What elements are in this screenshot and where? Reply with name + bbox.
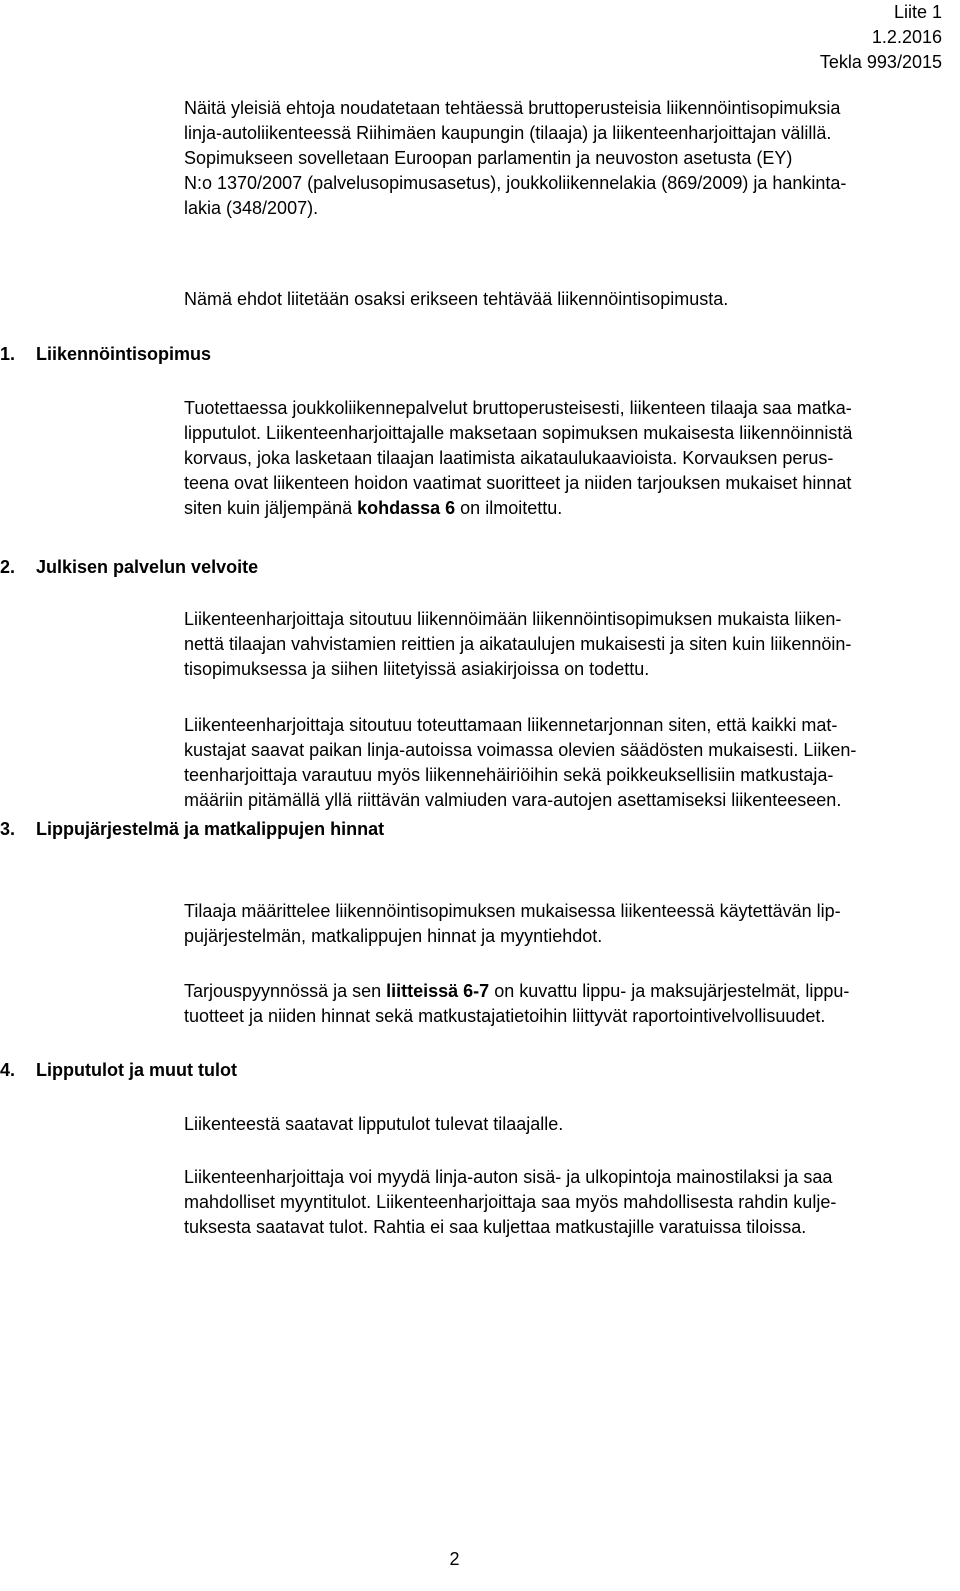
section-title: Julkisen palvelun velvoite [36, 557, 259, 577]
paragraph-line: nettä tilaajan vahvistamien reittien ja aikataulujen mukaisesti ja siten kuin liikennöin- [184, 634, 852, 654]
text-run: on ilmoitettu. [455, 498, 563, 518]
section-number: 1. [0, 344, 16, 364]
bold-reference: liitteissä 6-7 [386, 981, 490, 1001]
paragraph-line: lipputulot. Liikenteenharjoittajalle maksetaan sopimuksen mukaisesta liikennöinnistä [184, 423, 853, 443]
section-title: Lipputulot ja muut tulot [36, 1060, 237, 1080]
paragraph-line: korvaus, joka lasketaan tilaajan laatimista aikataulukaavioista. Korvauksen perus- [184, 448, 834, 468]
intro-line: Näitä yleisiä ehtoja noudatetaan tehtäessä bruttoperusteisia liikennöintisopimuksia [184, 98, 841, 118]
section-3-paragraph-1 [184, 899, 944, 949]
section-4-paragraph-2 [184, 1165, 944, 1240]
paragraph-line: tuksesta saatavat tulot. Rahtia ei saa kuljettaa matkustajille varatuissa tiloissa. [184, 1217, 807, 1237]
section-2-paragraph-2 [184, 713, 944, 813]
text-run: Tarjouspyynnössä ja sen [184, 981, 387, 1001]
paragraph-line: mahdolliset myyntitulot. Liikenteenharjoittaja saa myös mahdollisesta rahdin kulje- [184, 1192, 837, 1212]
attachment-label: Liite 1 [893, 2, 942, 22]
document-header [820, 0, 942, 75]
intro-note [184, 287, 944, 312]
paragraph-line: teena ovat liikenteen hoidon vaatimat suoritteet ja niiden tarjouksen mukaiset hinnat [184, 473, 852, 493]
paragraph-line: Tilaaja määrittelee liikennöintisopimuksen mukaisessa liikenteessä käytettävän lip- [184, 901, 841, 921]
section-title: Lippujärjestelmä ja matkalippujen hinnat [36, 819, 385, 839]
bold-reference: kohdassa 6 [357, 498, 456, 518]
paragraph-line [184, 496, 944, 521]
section-4-paragraph-1 [184, 1112, 944, 1137]
section-number: 2. [0, 557, 16, 577]
section-heading-1 [0, 342, 211, 367]
reference-number: Tekla 993/2015 [819, 52, 942, 72]
paragraph-line: tisopimuksessa ja siihen liitetyissä asiakirjoissa on todettu. [184, 659, 650, 679]
section-heading-2 [0, 555, 258, 580]
paragraph-line: Liikenteestä saatavat lipputulot tulevat tilaajalle. [184, 1114, 564, 1134]
section-2-paragraph-1 [184, 607, 944, 682]
text-run: on kuvattu lippu- ja maksujärjestelmät, lippu- [489, 981, 850, 1001]
intro-line: linja-autoliikenteessä Riihimäen kaupungin (tilaaja) ja liikenteenharjoittajan välillä. [184, 123, 832, 143]
intro-line: Sopimukseen sovelletaan Euroopan parlamentin ja neuvoston asetusta (EY) [184, 148, 793, 168]
section-3-paragraph-2 [184, 979, 944, 1029]
paragraph-line: määriin pitämällä yllä riittävän valmiuden vara-autojen asettamiseksi liikenteeseen. [184, 790, 842, 810]
paragraph-line: tuotteet ja niiden hinnat sekä matkustajatietoihin liittyvät raportointivelvollisuudet. [184, 1006, 826, 1026]
section-number: 3. [0, 819, 16, 839]
paragraph-line: kustajat saavat paikan linja-autoissa voimassa olevien säädösten mukaisesti. Liiken- [184, 740, 857, 760]
paragraph-line: Tuotettaessa joukkoliikennepalvelut bruttoperusteisesti, liikenteen tilaaja saa matka- [184, 398, 852, 418]
section-heading-4 [0, 1058, 237, 1083]
paragraph-line: teenharjoittaja varautuu myös liikennehäiriöihin sekä poikkeuksellisiin matkustaja- [184, 765, 834, 785]
paragraph-line [184, 979, 944, 1004]
section-1-paragraph-1 [184, 396, 944, 521]
section-heading-3 [0, 817, 384, 842]
intro-paragraph [184, 96, 944, 221]
paragraph-line: Liikenteenharjoittaja sitoutuu liikennöimään liikennöintisopimuksen mukaista liiken- [184, 609, 842, 629]
intro-line: lakia (348/2007). [184, 198, 319, 218]
paragraph-line: Liikenteenharjoittaja voi myydä linja-auton sisä- ja ulkopintoja mainostilaksi ja saa [184, 1167, 833, 1187]
intro-note-line: Nämä ehdot liitetään osaksi erikseen tehtävää liikennöintisopimusta. [184, 289, 729, 309]
text-run: siten kuin jäljempänä [184, 498, 358, 518]
document-date: 1.2.2016 [871, 27, 942, 47]
intro-line: N:o 1370/2007 (palvelusopimusasetus), joukkoliikennelakia (869/2009) ja hankinta- [184, 173, 847, 193]
section-title: Liikennöintisopimus [36, 344, 212, 364]
paragraph-line: pujärjestelmän, matkalippujen hinnat ja myyntiehdot. [184, 926, 603, 946]
paragraph-line: Liikenteenharjoittaja sitoutuu toteuttamaan liikennetarjonnan siten, että kaikki mat- [184, 715, 838, 735]
page-number: 2 [449, 1549, 460, 1569]
section-number: 4. [0, 1060, 16, 1080]
